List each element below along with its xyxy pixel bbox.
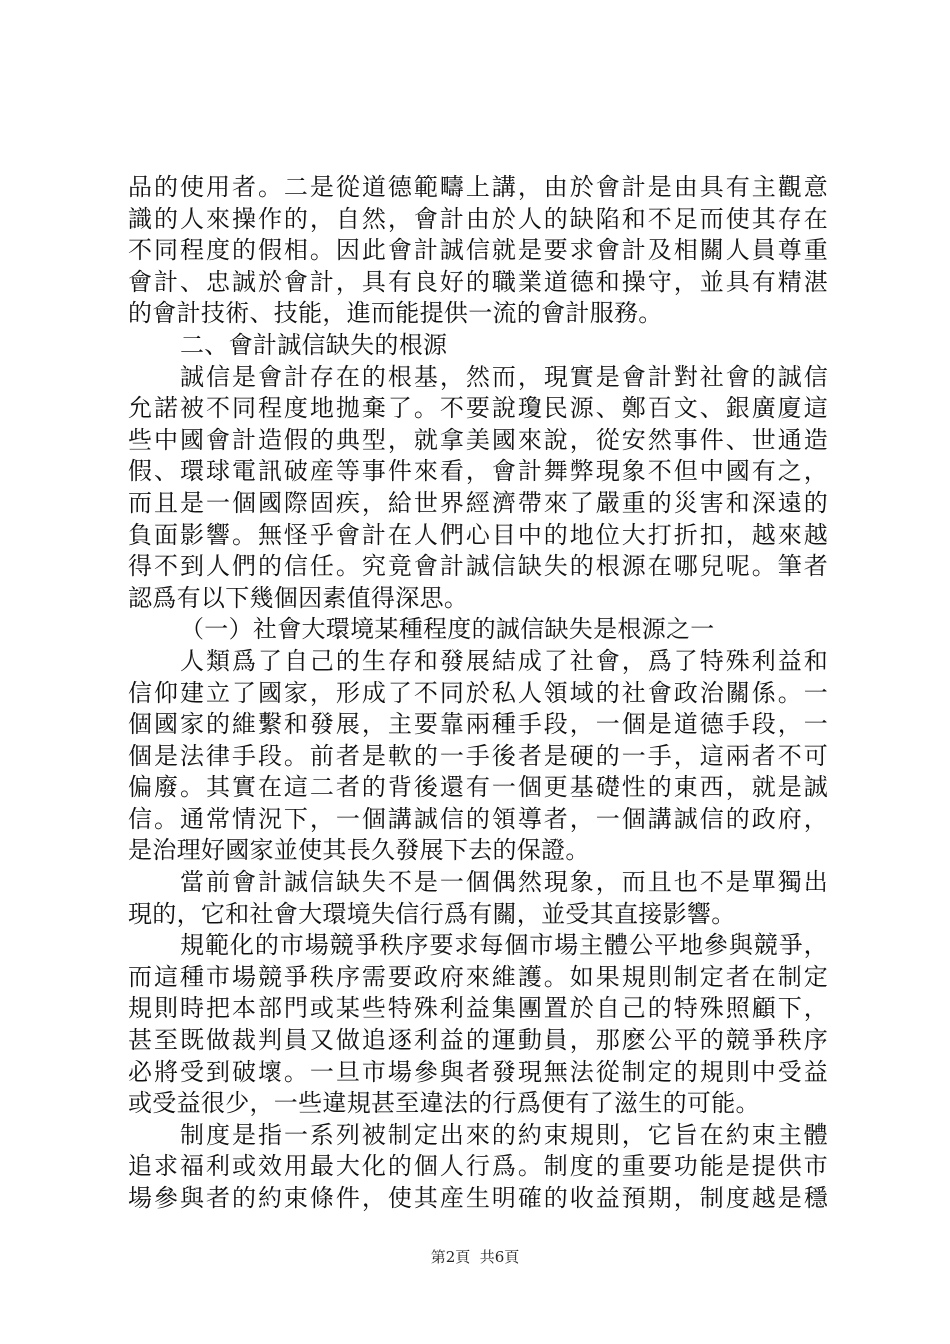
text-line: 信仰建立了國家，形成了不同於私人領域的社會政治關係。一 bbox=[128, 678, 828, 707]
text-line: 規範化的市場競爭秩序要求每個市場主體公平地參與競爭， bbox=[180, 931, 828, 960]
text-line: 認爲有以下幾個因素值得深思。 bbox=[128, 583, 469, 612]
text-line: 品的使用者。二是從道德範疇上講，由於會計是由具有主觀意 bbox=[128, 173, 828, 201]
document-body bbox=[128, 172, 828, 1215]
text-line: 會計、忠誠於會計，具有良好的職業道德和操守，並具有精湛 bbox=[128, 267, 828, 296]
text-line: 或受益很少，一些違規甚至違法的行爲便有了滋生的可能。 bbox=[128, 1089, 760, 1118]
text-line: 偏廢。其實在這二者的背後還有一個更基礎性的東西，就是誠 bbox=[128, 773, 828, 802]
text-line: 人類爲了自己的生存和發展結成了社會，爲了特殊利益和 bbox=[180, 646, 828, 675]
text-line: 不同程度的假相。因此會計誠信就是要求會計及相關人員尊重 bbox=[128, 236, 828, 265]
text-line: 而且是一個國際固疾，給世界經濟帶來了嚴重的災害和深遠的 bbox=[128, 488, 828, 517]
text-line: 場參與者的約束條件，使其産生明確的收益預期，制度越是穩 bbox=[128, 1184, 828, 1212]
text-line: 的會計技術、技能，進而能提供一流的會計服務。 bbox=[128, 299, 663, 328]
text-line: 個國家的維繫和發展，主要靠兩種手段，一個是道德手段，一 bbox=[128, 710, 828, 739]
text-line: （一）社會大環境某種程度的誠信缺失是根源之一 bbox=[180, 615, 715, 644]
text-line: 假、環球電訊破産等事件來看，會計舞弊現象不但中國有之， bbox=[128, 457, 828, 486]
page-footer bbox=[0, 1246, 950, 1267]
text-line: 負面影響。無怪乎會計在人們心目中的地位大打折扣，越來越 bbox=[128, 520, 828, 549]
text-line: 允諾被不同程度地拋棄了。不要說瓊民源、鄭百文、銀廣廈這 bbox=[128, 394, 828, 423]
text-line: 誠信是會計存在的根基，然而，現實是會計對社會的誠信 bbox=[180, 362, 828, 391]
text-line: 得不到人們的信任。究竟會計誠信缺失的根源在哪兒呢。筆者 bbox=[128, 552, 828, 581]
text-line: 二、會計誠信缺失的根源 bbox=[180, 330, 448, 359]
text-line: 追求福利或效用最大化的個人行爲。制度的重要功能是提供市 bbox=[128, 1152, 828, 1181]
text-line: 是治理好國家並使其長久發展下去的保證。 bbox=[128, 836, 590, 865]
text-line: 規則時把本部門或某些特殊利益集團置於自己的特殊照顧下， bbox=[128, 994, 828, 1023]
text-line: 甚至既做裁判員又做追逐利益的運動員，那麽公平的競爭秩序 bbox=[128, 1026, 828, 1055]
text-line: 必將受到破壞。一旦市場參與者發現無法從制定的規則中受益 bbox=[128, 1057, 828, 1086]
text-line: 個是法律手段。前者是軟的一手後者是硬的一手，這兩者不可 bbox=[128, 741, 828, 770]
text-line: 識的人來操作的，自然，會計由於人的缺陷和不足而使其存在 bbox=[128, 204, 828, 233]
text-line: 當前會計誠信缺失不是一個偶然現象，而且也不是單獨出 bbox=[180, 868, 828, 897]
text-line: 些中國會計造假的典型，就拿美國來說，從安然事件、世通造 bbox=[128, 425, 828, 454]
text-line: 制度是指一系列被制定出來的約束規則，它旨在約束主體 bbox=[180, 1120, 828, 1149]
text-line: 而這種市場競爭秩序需要政府來維護。如果規則制定者在制定 bbox=[128, 962, 828, 991]
text-line: 現的，它和社會大環境失信行爲有關，並受其直接影響。 bbox=[128, 899, 736, 928]
text-line: 信。通常情況下，一個講誠信的領導者，一個講誠信的政府， bbox=[128, 804, 828, 833]
page-number-label: 第2頁 共6頁 bbox=[430, 1248, 520, 1266]
